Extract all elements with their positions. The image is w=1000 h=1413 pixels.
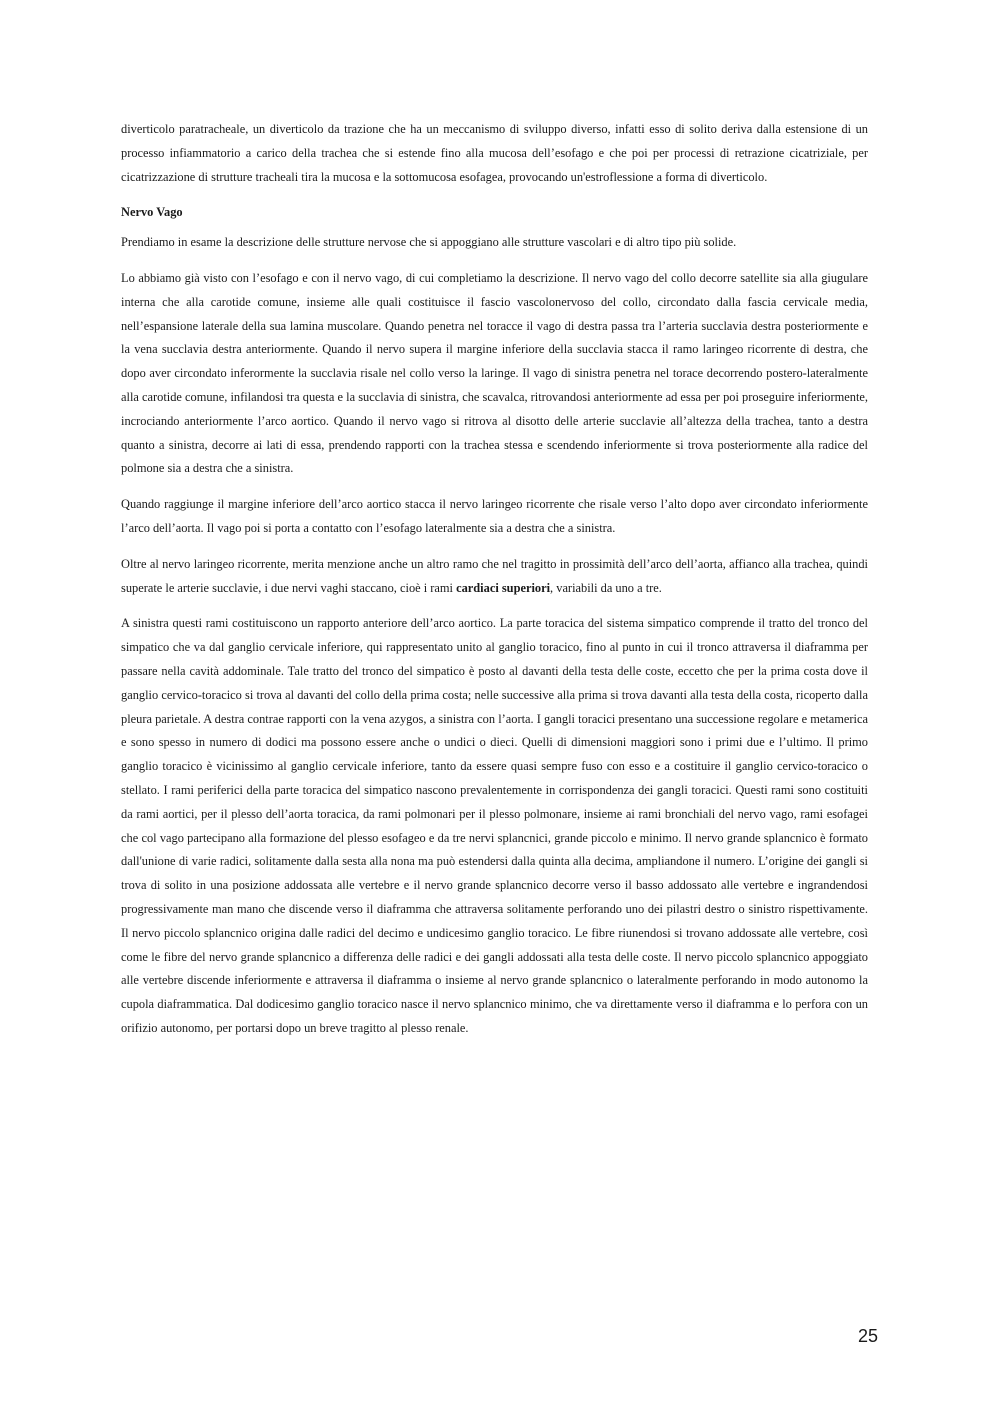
document-body	[121, 118, 868, 1053]
bold-term: cardiaci superiori	[456, 580, 551, 595]
paragraph-text: , variabili da uno a tre.	[550, 580, 662, 595]
paragraph-laryngeal: Quando raggiunge il margine inferiore dell’arco aortico stacca il nervo laringeo ricorrente che risale verso l’alto dopo aver circondato inferiormente l’arco dell’aorta. Il vago poi si porta a contatto con l’esofago lateralmente sia a destra che a sinistra.	[121, 497, 868, 535]
paragraph-intro: diverticolo paratracheale, un diverticolo da trazione che ha un meccanismo di sviluppo diverso, infatti esso di solito deriva dalla estensione di un processo infiammatorio a carico della trachea che si estende fino alla mucosa dell’esofago e che poi per processi di retrazione cicatriziale, per cicatrizzazione di strutture tracheali tira la mucosa e la sottomucosa esofagea, provocando un'estroflessione a forma di diverticolo.	[121, 122, 868, 184]
paragraph-vagus-course: Lo abbiamo già visto con l’esofago e con il nervo vago, di cui completiamo la descrizione. Il nervo vago del collo decorre satellite sia alla giugulare interna che alla carotide comune, insieme alle quali costituisce il fascio vascolonervoso del collo, circondato dalla fascia cervicale media, nell’espansione laterale della sua lamina muscolare. Quando penetra nel toracce il vago di destra passa tra l’arteria succlavia destra posteriormente e la vena succlavia destra anteriormente. Quando il nervo supera il margine inferiore della succlavia stacca il ramo laringeo ricorrente di destra, che dopo aver circondato inferormente la succlavia risale nel collo verso la laringe. Il vago di sinistra penetra nel torace decorrendo postero-lateralmente alla carotide comune, infilandosi tra questa e la succlavia di sinistra, che scavalca, ritrovandosi anteriormente ad essa per poi proseguire inferiormente, incrociando anteriormente l’arco aortico. Quando il nervo vago si ritrova al disotto delle arterie succlavie all’altezza della trachea, tanto a destra quanto a sinistra, decorre ai lati di essa, prendendo rapporti con la trachea stessa e scendendo inferiormente si trova posteriormente alla radice del polmone sia a destra che a sinistra.	[121, 270, 868, 476]
paragraph-text: Oltre al nervo laringeo ricorrente, merita menzione anche un altro ramo che nel tragitto in prossimità dell’arco dell’aorta, affianco alla trachea, quindi superate le arterie succlavie, i due nervi vaghi staccano, cioè i rami	[121, 556, 868, 595]
paragraph-structures: Prendiamo in esame la descrizione delle strutture nervose che si appoggiano alle strutture vascolari e di altro tipo più solide.	[121, 235, 737, 250]
paragraph-cardiac-branches	[121, 553, 868, 601]
paragraph-sympathetic: A sinistra questi rami costituiscono un rapporto anteriore dell’arco aortico. La parte toracica del sistema simpatico comprende il tratto del tronco del simpatico che va dal ganglio cervicale inferiore, qui rappresentato unito al ganglio toracico, fino al punto in cui il tronco attraversa il diaframma per passare nella cavità addominale. Tale tratto del tronco del simpatico è posto al davanti della testa delle coste, eccetto che per la prima costa dove il ganglio cervico-toracico si trova al davanti del collo della prima costa; nelle successive alla prima si trova davanti alla testa della costa, ricoperto dalla pleura parietale. A destra contrae rapporti con la vena azygos, a sinistra con l’aorta. I gangli toracici presentano una successione regolare e metamerica e sono spesso in numero di dodici ma possono essere anche o undici o dieci. Quelli di dimensioni maggiori sono i primi due e l’ultimo. Il primo ganglio toracico è vicinissimo al ganglio cervicale inferiore, tanto da essere quasi sempre fuso con esso e a costituire il ganglio cervico-toracico o stellato. I rami periferici della parte toracica del simpatico nascono prevalentemente in corrispondenza dei gangli toracici. Questi rami sono costituiti da rami aortici, per il plesso dell’aorta toracica, da rami polmonari per il plesso polmonare, insieme ai rami bronchiali del nervo vago, rami esofagei che col vago partecipano alla formazione del plesso esofageo e da tre nervi splancnici, grande piccolo e minimo. Il nervo grande splancnico è formato dall'unione di varie radici, solitamente dalla sesta alla nona ma può estendersi dalla quinta alla decima, ampliandone il numero. L’origine dei gangli si trova di solito in una posizione addossata alle vertebre e il nervo grande splancnico decorre verso il basso addossato alle vertebre e ingrandendosi progressivamente man mano che discende verso il diaframma che attraversa solitamente perforando uno dei pilastri destro o sinistro rispettivamente. Il nervo piccolo splancnico origina dalle radici del decimo e undicesimo ganglio toracico. Le fibre riunendosi si trovano addossate alle vertebre, così come le fibre del nervo grande splancnico a differenza delle radici e dei gangli addossati alla testa delle coste. Il nervo piccolo splancnico appoggiato alle vertebre discende inferiormente e attraversa il diaframma o insieme al nervo grande splancnico o lateralmente perforando in modo autonomo la cupola diaframmatica. Dal dodicesimo ganglio toracico nasce il nervo splancnico minimo, che va direttamente verso il diaframma e lo perfora con un orifizio autonomo, per portarsi dopo un breve tragitto al plesso renale.	[121, 616, 868, 1035]
page-number: 25	[857, 1326, 878, 1346]
section-heading: Nervo Vago	[121, 205, 183, 220]
